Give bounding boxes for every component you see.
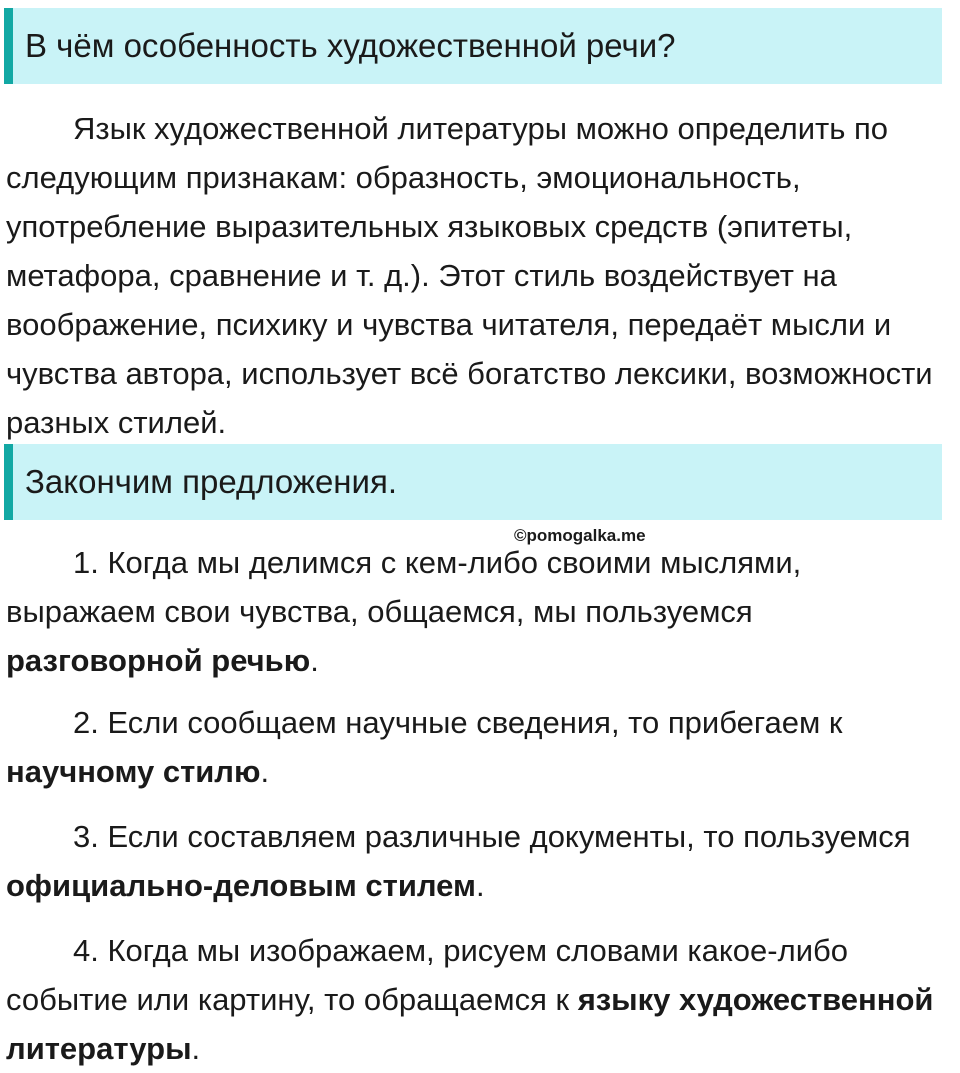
- section-heading-artistic-speech: [4, 8, 942, 84]
- list-item-end: .: [260, 754, 270, 789]
- list-item-answer: официально-деловым стилем: [6, 868, 476, 903]
- list-item-answer: научному стилю: [6, 754, 261, 789]
- list-item-text: 1. Когда мы делимся с кем-либо своими мыслями, выражаем свои чувства, общаемся, мы пользуемся: [6, 545, 802, 629]
- section-heading-text: Закончим предложения.: [25, 463, 397, 500]
- list-item: [6, 538, 946, 685]
- list-item-end: .: [475, 868, 485, 903]
- list-item-end: .: [191, 1031, 201, 1066]
- watermark: ©pomogalka.me: [514, 526, 646, 545]
- list-item-answer: разговорной речью: [6, 643, 311, 678]
- list-item-text: 4. Когда мы изображаем, рисуем словами какое-либо событие или картину, то обращаемся к: [6, 933, 848, 1017]
- list-item: [6, 698, 946, 796]
- list-item-text: 3. Если составляем различные документы, то пользуемся: [73, 819, 911, 854]
- section-heading-text: В чём особенность художественной речи?: [25, 27, 676, 64]
- list-item-answer: языку художественной литературы: [6, 982, 934, 1066]
- list-item: [6, 812, 946, 910]
- list-item-text: 2. Если сообщаем научные сведения, то прибегаем к: [73, 705, 843, 740]
- list-item: [6, 926, 946, 1073]
- section-heading-complete-sentences: [4, 444, 942, 520]
- paragraph-artistic-style: Язык художественной литературы можно определить по следующим признакам: образность, эмоциональность, употребление выразительных языковых средств (эпитеты, метафора, сравнение и т. д.). Этот стиль воздействует на воображение, психику и чувства читателя, передаёт мысли и чувства автора, использует всё богатство лексики, возможности разных стилей.: [6, 111, 933, 440]
- list-item-end: .: [310, 643, 319, 678]
